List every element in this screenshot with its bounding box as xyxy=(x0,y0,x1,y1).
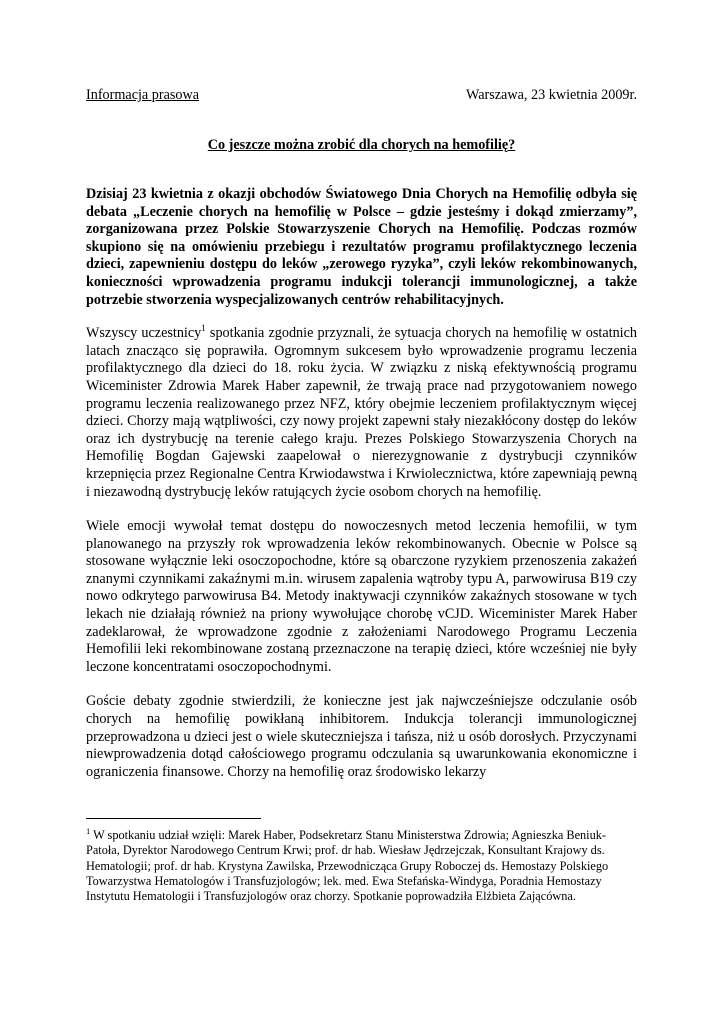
paragraph-rest: spotkania zgodnie przyznali, że sytuacja chorych na hemofilię w ostatnich latach znacząco się poprawiła. Ogromnym sukcesem było wprowadzenie programu leczenia profilaktycznego dla dzieci do 18. roku życia. W związku z niską efektywnością programu Wiceminister Zdrowia Marek Haber zapewnił, że trwają prace nad przygotowaniem nowego programu leczenia realizowanego przez NFZ, który obejmie leczeniem profilaktycznym więcej dzieci. Chorzy mają wątpliwości, czy nowy projekt zapewni stały niezakłócony dostęp do leków oraz ich dystrybucję na terenie całego kraju. Prezes Polskiego Stowarzyszenia Chorych na Hemofilię Bogdan Gajewski zaapelował o nierezygnowanie z dystrybucji czynników krzepnięcia przez Regionalne Centra Krwiodawstwa i Krwiolecznictwa, które zapewniają pewną i niezawodną dystrybucję leków ratujących życie osobom chorych na hemofilię. xyxy=(86,325,638,500)
footnote-reference: 1 xyxy=(201,323,206,334)
paragraph-participants xyxy=(86,325,637,501)
press-release-label: Informacja prasowa xyxy=(86,87,200,103)
paragraph-modern-treatment: Wiele emocji wywołał temat dostępu do nowoczesnych metod leczenia hemofilii, w tym planowanego na przyszły rok wprowadzenia leków rekombinowanych. Obecnie w Polsce są stosowane wyłącznie leki osoczopochodne, które są obarczone ryzykiem przenoszenia zakażeń znanymi czynnikami zakaźnymi m.in. wirusem zapalenia wątroby typu A, parwowirusa B19 czy nowo odkrytego parwowirusa B4. Metody inaktywacji czynników zakaźnych stosowane w tych lekach nie działają również na priony wywołujące chorobę vCJD. Wiceminister Marek Haber zadeklarował, że wprowadzone zgodnie z założeniami Narodowego Programu Leczenia Hemofilii leki rekombinowane zostaną przeznaczone na terapię dzieci, które wcześniej nie były leczone koncentratami osoczopochodnymi. xyxy=(86,518,637,675)
document-title: Co jeszcze można zrobić dla chorych na hemofilię? xyxy=(207,137,516,153)
header xyxy=(86,86,637,104)
paragraph-start: Wszyscy uczestnicy xyxy=(86,325,202,342)
lead-paragraph: Dzisiaj 23 kwietnia z okazji obchodów Światowego Dnia Chorych na Hemofilię odbyła się debata „Leczenie chorych na hemofilię w Polsce – gdzie jesteśmy i dokąd zmierzamy”, zorganizowana przez Polskie Stowarzyszenie Chorych na Hemofilię. Podczas rozmów skupiono się na omówieniu przebiegu i rezultatów programu profilaktycznego leczenia dzieci, zapewnieniu dostępu do leków „zerowego ryzyka”, czyli leków rekombinowanych, konieczności wprowadzenia programu indukcji tolerancji immunologicznej, a także potrzebie stworzenia wyspecjalizowanych centrów rehabilitacyjnych. xyxy=(86,186,637,308)
footnote xyxy=(86,828,637,904)
paragraph-immune-tolerance: Goście debaty zgodnie stwierdzili, że konieczne jest jak najwcześniejsze odczulanie osób chorych na hemofilię powikłaną inhibitorem. Indukcja tolerancji immunologicznej przeprowadzona u dzieci jest o wiele skuteczniejsza i tańsza, niż u osób dorosłych. Przyczynami niewprowadzenia dotąd całościowego programu odczulania są uwarunkowania ekonomiczne i ograniczenia finansowe. Chorzy na hemofilię oraz środowisko lekarzy xyxy=(86,693,637,780)
place-date: Warszawa, 23 kwietnia 2009r. xyxy=(465,87,637,103)
body-text xyxy=(86,186,637,781)
footnote-divider xyxy=(86,818,261,819)
footnote-number: 1 xyxy=(86,826,91,836)
footnote-text: W spotkaniu udział wzięli: Marek Haber, Podsekretarz Stanu Ministerstwa Zdrowia; Agnieszka Beniuk-Patoła, Dyrektor Narodowego Centrum Krwi; prof. dr hab. Wiesław Jędrzejczak, Konsultant Krajowy ds. Hematologii; prof. dr hab. Krystyna Zawilska, Przewodnicząca Grupy Roboczej ds. Hemostazy Polskiego Towarzystwa Hematologów i Transfuzjologów; lek. med. Ewa Stefańska-Windyga, Poradnia Hemostazy Instytutu Hematologii i Transfuzjologów oraz chorzy. Spotkanie poprowadziła Elżbieta Zającówna. xyxy=(86,828,609,904)
